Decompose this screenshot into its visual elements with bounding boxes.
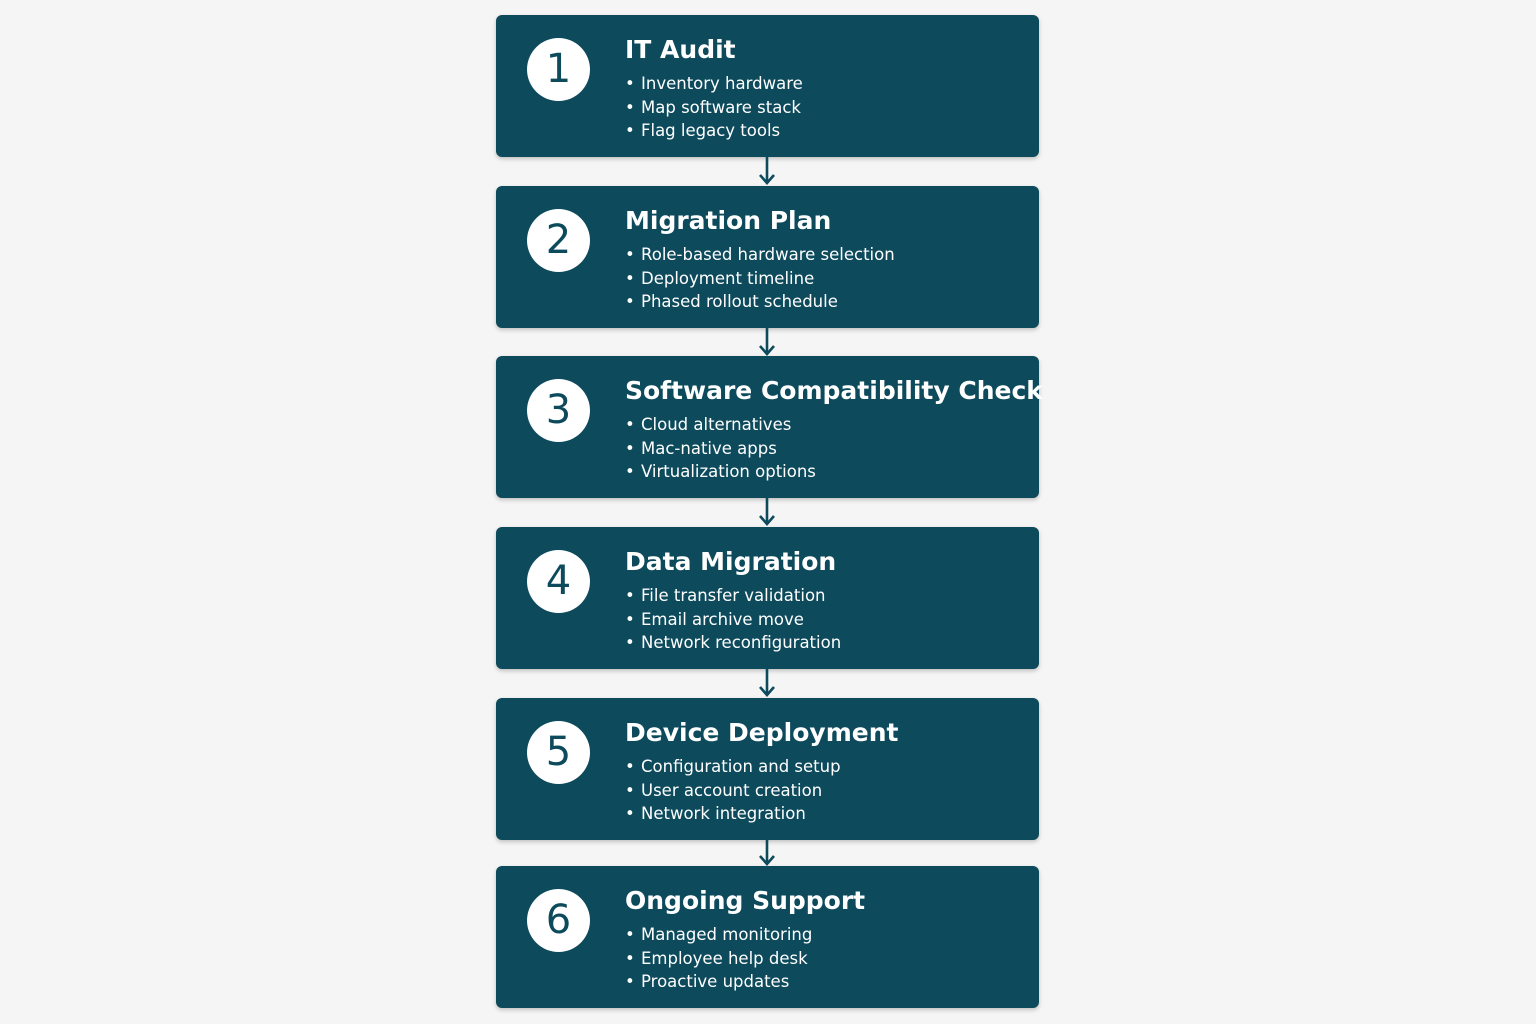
step-bullet-list xyxy=(625,755,841,826)
step-bullet-item: • Inventory hardware xyxy=(625,72,803,96)
step-bullet-item: • Flag legacy tools xyxy=(625,119,803,143)
step-5-box xyxy=(496,698,1039,840)
step-number-badge: 3 xyxy=(527,379,590,442)
step-number-badge: 1 xyxy=(527,38,590,101)
step-number-badge: 6 xyxy=(527,889,590,952)
step-3-box xyxy=(496,356,1043,498)
step-bullet-item: • User account creation xyxy=(625,779,841,803)
step-bullet-item: • Role-based hardware selection xyxy=(625,243,895,267)
step-bullet-list xyxy=(625,413,816,484)
step-4-box xyxy=(496,527,1039,669)
down-arrow-icon xyxy=(757,328,777,356)
step-title: Ongoing Support xyxy=(625,886,866,915)
step-bullet-item: • Configuration and setup xyxy=(625,755,841,779)
step-bullet-item: • Network integration xyxy=(625,802,841,826)
step-bullet-item: • File transfer validation xyxy=(625,584,841,608)
step-bullet-item: • Employee help desk xyxy=(625,947,812,971)
step-title: Device Deployment xyxy=(625,718,899,747)
step-bullet-item: • Network reconfiguration xyxy=(625,631,841,655)
step-title: Migration Plan xyxy=(625,206,832,235)
step-title: Software Compatibility Check xyxy=(625,376,1043,405)
step-bullet-item: • Phased rollout schedule xyxy=(625,290,895,314)
step-1-box xyxy=(496,15,1039,157)
step-bullet-item: • Email archive move xyxy=(625,608,841,632)
step-2-box xyxy=(496,186,1039,328)
step-title: IT Audit xyxy=(625,35,736,64)
step-6-box xyxy=(496,866,1039,1008)
step-number-badge: 5 xyxy=(527,721,590,784)
step-bullet-list xyxy=(625,923,812,994)
step-bullet-item: • Virtualization options xyxy=(625,460,816,484)
step-bullet-item: • Map software stack xyxy=(625,96,803,120)
step-bullet-item: • Mac-native apps xyxy=(625,437,816,461)
down-arrow-icon xyxy=(757,498,777,526)
step-number-badge: 2 xyxy=(527,209,590,272)
step-title: Data Migration xyxy=(625,547,837,576)
step-bullet-list xyxy=(625,584,841,655)
step-bullet-item: • Deployment timeline xyxy=(625,267,895,291)
step-bullet-item: • Cloud alternatives xyxy=(625,413,816,437)
step-bullet-list xyxy=(625,243,895,314)
down-arrow-icon xyxy=(757,669,777,697)
down-arrow-icon xyxy=(757,157,777,185)
step-bullet-item: • Managed monitoring xyxy=(625,923,812,947)
step-bullet-list xyxy=(625,72,803,143)
step-number-badge: 4 xyxy=(527,550,590,613)
step-bullet-item: • Proactive updates xyxy=(625,970,812,994)
down-arrow-icon xyxy=(757,840,777,868)
